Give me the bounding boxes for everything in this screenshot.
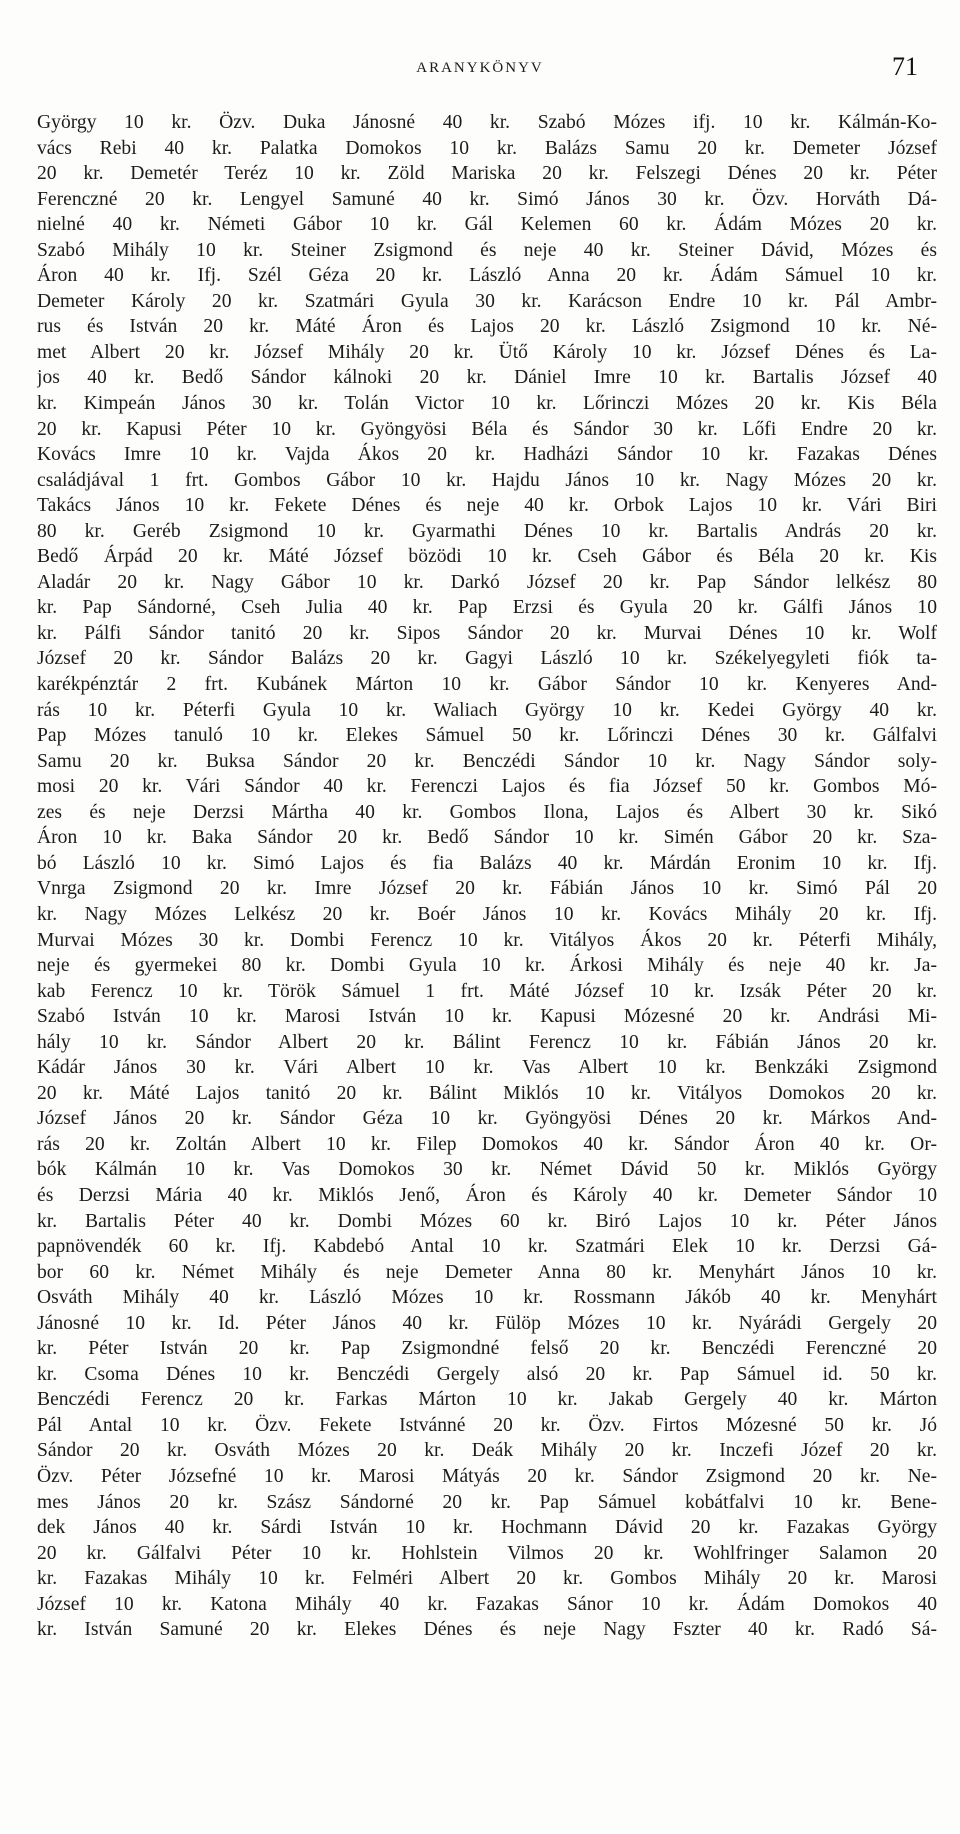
text-line: 80 kr. Geréb Zsigmond 10 kr. Gyarmathi Dénes 10 kr. Bartalis András 20 kr. [37, 520, 937, 542]
text-line: kr. Fazakas Mihály 10 kr. Felméri Albert 20 kr. Gombos Mihály 20 kr. Marosi [37, 1568, 937, 1590]
text-line: Bedő Árpád 20 kr. Máté József bözödi 10 kr. Cseh Gábor és Béla 20 kr. Kis [37, 546, 937, 568]
donor-list-text [37, 110, 937, 1643]
text-line: Szabó István 10 kr. Marosi István 10 kr. Kapusi Mózesné 20 kr. Andrási Mi- [37, 1006, 937, 1028]
text-line: Özv. Péter Józsefné 10 kr. Marosi Mátyás 20 kr. Sándor Zsigmond 20 kr. Ne- [37, 1465, 937, 1487]
text-line: zes és neje Derzsi Mártha 40 kr. Gombos Ilona, Lajos és Albert 30 kr. Sikó [37, 801, 937, 823]
text-line: kr. István Samuné 20 kr. Elekes Dénes és neje Nagy Fszter 40 kr. Radó Sá- [37, 1619, 937, 1641]
text-line: György 10 kr. Özv. Duka Jánosné 40 kr. Szabó Mózes ifj. 10 kr. Kálmán-Ko- [37, 112, 937, 133]
text-line: József 20 kr. Sándor Balázs 20 kr. Gagyi László 10 kr. Székelyegyleti fiók ta- [37, 648, 937, 670]
text-line: Szabó Mihály 10 kr. Steiner Zsigmond és neje 40 kr. Steiner Dávid, Mózes és [37, 239, 937, 261]
text-line: papnövendék 60 kr. Ifj. Kabdebó Antal 10 kr. Szatmári Elek 10 kr. Derzsi Gá- [37, 1236, 937, 1258]
text-line: Pap Mózes tanuló 10 kr. Elekes Sámuel 50 kr. Lőrinczi Dénes 30 kr. Gálfalvi [37, 725, 937, 747]
text-line: Sándor 20 kr. Osváth Mózes 20 kr. Deák Mihály 20 kr. Inczefi Józef 20 kr. [37, 1440, 937, 1462]
text-line: kr. Csoma Dénes 10 kr. Benczédi Gergely alsó 20 kr. Pap Sámuel id. 50 kr. [37, 1363, 937, 1385]
page-number: 71 [892, 52, 918, 81]
text-line: kr. Kimpeán János 30 kr. Tolán Victor 10 kr. Lőrinczi Mózes 20 kr. Kis Béla [37, 393, 937, 415]
text-line: mosi 20 kr. Vári Sándor 40 kr. Ferenczi Lajos és fia József 50 kr. Gombos Mó- [37, 776, 937, 798]
text-line: Murvai Mózes 30 kr. Dombi Ferencz 10 kr. Vitályos Ákos 20 kr. Péterfi Mihály, [37, 929, 937, 951]
text-line: Aladár 20 kr. Nagy Gábor 10 kr. Darkó József 20 kr. Pap Sándor lelkész 80 [37, 571, 937, 593]
text-line: hály 10 kr. Sándor Albert 20 kr. Bálint Ferencz 10 kr. Fábián János 20 kr. [37, 1031, 937, 1053]
text-line: 20 kr. Kapusi Péter 10 kr. Gyöngyösi Béla és Sándor 30 kr. Lőfi Endre 20 kr. [37, 418, 937, 440]
text-line: neje és gyermekei 80 kr. Dombi Gyula 10 kr. Árkosi Mihály és neje 40 kr. Ja- [37, 955, 937, 977]
text-line: József 10 kr. Katona Mihály 40 kr. Fazakas Sánor 10 kr. Ádám Domokos 40 [37, 1593, 937, 1615]
text-line: Ferenczné 20 kr. Lengyel Samuné 40 kr. Simó János 30 kr. Özv. Horváth Dá- [37, 188, 937, 210]
text-line: Kádár János 30 kr. Vári Albert 10 kr. Vas Albert 10 kr. Benkzáki Zsigmond [37, 1057, 937, 1079]
text-line: rus és István 20 kr. Máté Áron és Lajos 20 kr. László Zsigmond 10 kr. Né- [37, 316, 937, 338]
text-line: bó László 10 kr. Simó Lajos és fia Balázs 40 kr. Márdán Eronim 10 kr. Ifj. [37, 852, 937, 874]
text-line: József János 20 kr. Sándor Géza 10 kr. Gyöngyösi Dénes 20 kr. Márkos And- [37, 1108, 937, 1130]
text-line: Áron 40 kr. Ifj. Szél Géza 20 kr. László Anna 20 kr. Ádám Sámuel 10 kr. [37, 265, 937, 287]
text-line: mes János 20 kr. Szász Sándorné 20 kr. Pap Sámuel kobátfalvi 10 kr. Bene- [37, 1491, 937, 1513]
text-line: Takács János 10 kr. Fekete Dénes és neje 40 kr. Orbok Lajos 10 kr. Vári Biri [37, 495, 937, 517]
text-line: rás 20 kr. Zoltán Albert 10 kr. Filep Domokos 40 kr. Sándor Áron 40 kr. Or- [37, 1133, 937, 1155]
text-line: kr. Nagy Mózes Lelkész 20 kr. Boér János 10 kr. Kovács Mihály 20 kr. Ifj. [37, 903, 937, 925]
text-line: Osváth Mihály 40 kr. László Mózes 10 kr. Rossmann Jákób 40 kr. Menyhárt [37, 1287, 937, 1309]
text-line: jos 40 kr. Bedő Sándor kálnoki 20 kr. Dániel Imre 10 kr. Bartalis József 40 [37, 367, 937, 389]
text-line: kr. Bartalis Péter 40 kr. Dombi Mózes 60 kr. Biró Lajos 10 kr. Péter János [37, 1210, 937, 1232]
text-line: Demeter Károly 20 kr. Szatmári Gyula 30 kr. Karácson Endre 10 kr. Pál Ambr- [37, 290, 937, 312]
text-line: Jánosné 10 kr. Id. Péter János 40 kr. Fülöp Mózes 10 kr. Nyárádi Gergely 20 [37, 1312, 937, 1334]
text-line: rás 10 kr. Péterfi Gyula 10 kr. Waliach György 10 kr. Kedei György 40 kr. [37, 699, 937, 721]
text-line: 20 kr. Demetér Teréz 10 kr. Zöld Mariska 20 kr. Felszegi Dénes 20 kr. Péter [37, 163, 937, 185]
text-line: és Derzsi Mária 40 kr. Miklós Jenő, Áron és Károly 40 kr. Demeter Sándor 10 [37, 1184, 937, 1206]
text-line: kr. Pálfi Sándor tanitó 20 kr. Sipos Sándor 20 kr. Murvai Dénes 10 kr. Wolf [37, 622, 937, 644]
text-line: dek János 40 kr. Sárdi István 10 kr. Hochmann Dávid 20 kr. Fazakas György [37, 1517, 937, 1539]
running-title: ARANYKÖNYV [416, 60, 544, 76]
text-line: 20 kr. Gálfalvi Péter 10 kr. Hohlstein Vilmos 20 kr. Wohlfringer Salamon 20 [37, 1542, 937, 1564]
text-line: kr. Pap Sándorné, Cseh Julia 40 kr. Pap Erzsi és Gyula 20 kr. Gálfi János 10 [37, 597, 937, 619]
text-line: bók Kálmán 10 kr. Vas Domokos 30 kr. Német Dávid 50 kr. Miklós György [37, 1159, 937, 1181]
text-line: met Albert 20 kr. József Mihály 20 kr. Ütő Károly 10 kr. József Dénes és La- [37, 341, 937, 363]
text-line: Vnrga Zsigmond 20 kr. Imre József 20 kr. Fábián János 10 kr. Simó Pál 20 [37, 878, 937, 900]
text-line: Pál Antal 10 kr. Özv. Fekete Istvánné 20 kr. Özv. Firtos Mózesné 50 kr. Jó [37, 1414, 937, 1436]
text-line: kr. Péter István 20 kr. Pap Zsigmondné felső 20 kr. Benczédi Ferenczné 20 [37, 1338, 937, 1360]
text-line: vács Rebi 40 kr. Palatka Domokos 10 kr. Balázs Samu 20 kr. Demeter József [37, 137, 937, 159]
text-line: Kovács Imre 10 kr. Vajda Ákos 20 kr. Hadházi Sándor 10 kr. Fazakas Dénes [37, 444, 937, 466]
text-line: karékpénztár 2 frt. Kubánek Márton 10 kr. Gábor Sándor 10 kr. Kenyeres And- [37, 674, 937, 696]
text-line: 20 kr. Máté Lajos tanitó 20 kr. Bálint Miklós 10 kr. Vitályos Domokos 20 kr. [37, 1082, 937, 1104]
text-line: nielné 40 kr. Németi Gábor 10 kr. Gál Kelemen 60 kr. Ádám Mózes 20 kr. [37, 214, 937, 236]
running-header [0, 52, 960, 92]
text-line: családjával 1 frt. Gombos Gábor 10 kr. Hajdu János 10 kr. Nagy Mózes 20 kr. [37, 469, 937, 491]
text-line: Áron 10 kr. Baka Sándor 20 kr. Bedő Sándor 10 kr. Simén Gábor 20 kr. Sza- [37, 827, 937, 849]
text-line: kab Ferencz 10 kr. Török Sámuel 1 frt. Máté József 10 kr. Izsák Péter 20 kr. [37, 980, 937, 1002]
text-line: Benczédi Ferencz 20 kr. Farkas Márton 10 kr. Jakab Gergely 40 kr. Márton [37, 1389, 937, 1411]
text-line: Samu 20 kr. Buksa Sándor 20 kr. Benczédi Sándor 10 kr. Nagy Sándor soly- [37, 750, 937, 772]
text-line: bor 60 kr. Német Mihály és neje Demeter Anna 80 kr. Menyhárt János 10 kr. [37, 1261, 937, 1283]
